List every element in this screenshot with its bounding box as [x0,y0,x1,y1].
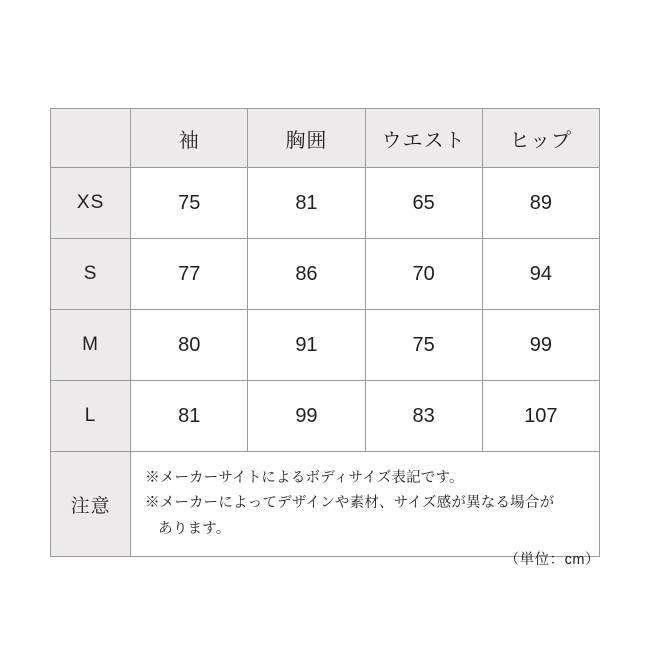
cell-l-waist: 83 [365,381,482,452]
cell-m-chest: 91 [248,310,365,381]
column-header-sleeve: 袖 [131,109,248,168]
cell-s-hip: 94 [482,239,599,310]
row-label-l: L [51,381,131,452]
cell-m-waist: 75 [365,310,482,381]
cell-l-hip: 107 [482,381,599,452]
note-line-2: ※メーカーによってデザインや素材、サイズ感が異なる場合が [145,495,555,512]
table-header-row [51,109,600,168]
column-header-waist: ウエスト [365,109,482,168]
cell-l-sleeve: 81 [131,381,248,452]
table-note-row [51,452,600,557]
cell-xs-chest: 81 [248,168,365,239]
size-table-container [50,108,600,557]
column-header-hip: ヒップ [482,109,599,168]
note-line-1: ※メーカーサイトによるボディサイズ表記です。 [145,470,464,486]
size-table [50,108,600,557]
note-label: 注意 [51,452,131,557]
cell-xs-waist: 65 [365,168,482,239]
cell-m-sleeve: 80 [131,310,248,381]
row-label-s: S [51,239,131,310]
cell-s-waist: 70 [365,239,482,310]
row-label-xs: XS [51,168,131,239]
table-corner-cell [51,109,131,168]
cell-l-chest: 99 [248,381,365,452]
cell-xs-sleeve: 75 [131,168,248,239]
unit-note: （単位：cm） [504,552,600,568]
table-row [51,310,600,381]
note-line-3: あります。 [158,520,231,537]
table-row [51,168,600,239]
table-row [51,381,600,452]
cell-s-chest: 86 [248,239,365,310]
row-label-m: M [51,310,131,381]
column-header-chest: 胸囲 [248,109,365,168]
cell-s-sleeve: 77 [131,239,248,310]
table-row [51,239,600,310]
note-body [131,452,600,557]
cell-xs-hip: 89 [482,168,599,239]
cell-m-hip: 99 [482,310,599,381]
